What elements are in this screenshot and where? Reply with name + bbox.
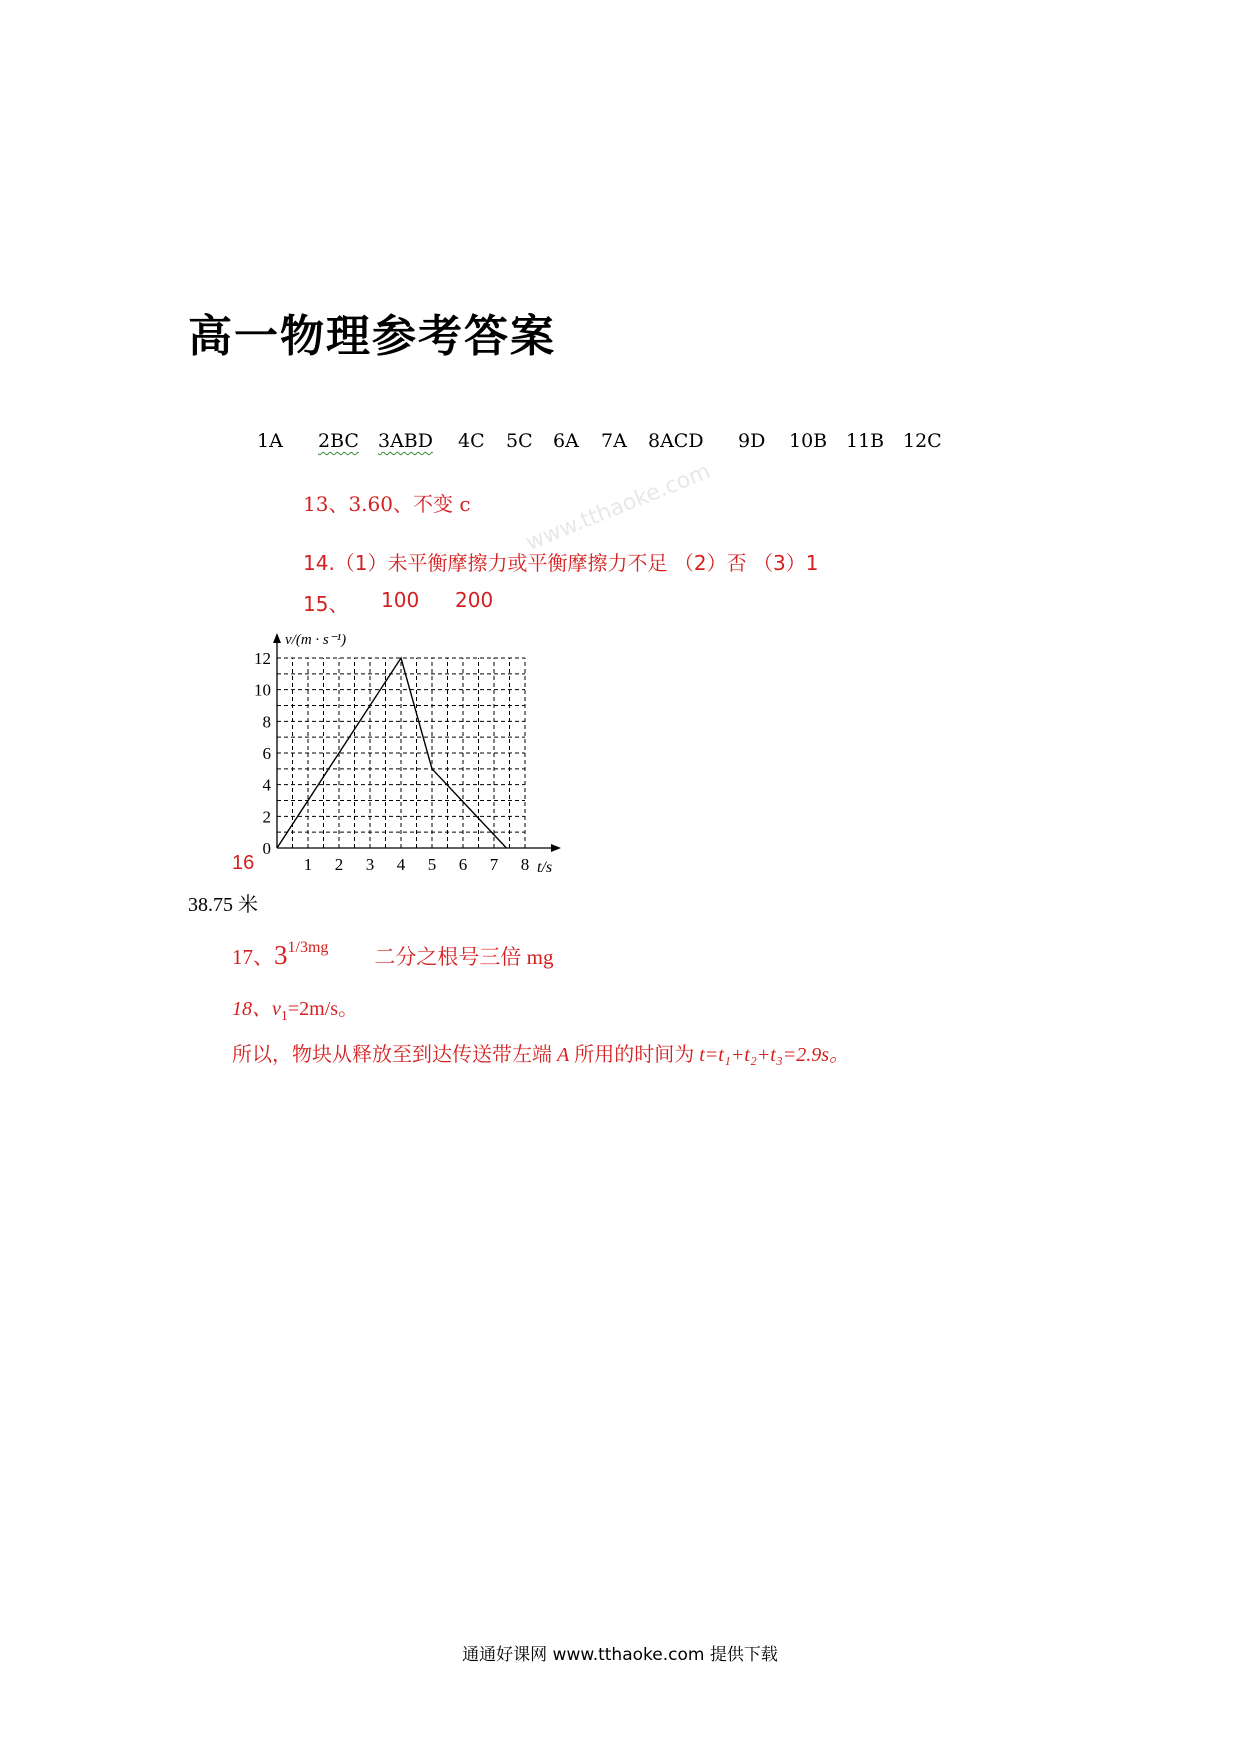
answer-16-label: 16 xyxy=(232,852,255,874)
y-tick-label: 8 xyxy=(262,712,271,732)
answer-13: 13、3.60、不变 c xyxy=(303,492,471,516)
answer-17-text: 二分之根号三倍 mg xyxy=(374,945,554,969)
answer-18-rest: =2m/s。 xyxy=(287,998,359,1020)
y-tick-label: 2 xyxy=(262,807,271,827)
answer-17-prefix: 17、 xyxy=(232,945,274,969)
choice-answer: 7A xyxy=(601,430,627,452)
x-tick-label: 5 xyxy=(427,855,437,874)
answer-18-final-mid: 所用的时间为 xyxy=(574,1044,695,1066)
answer-16: 38.75 米 xyxy=(188,894,258,916)
watermark: www.tthaoke.com xyxy=(522,459,715,556)
answer-18-var: v xyxy=(272,998,281,1020)
choice-answer: 11B xyxy=(846,430,885,452)
choice-answer: 1A xyxy=(257,430,283,452)
x-tick-label: 6 xyxy=(458,855,468,874)
x-tick-label: 1 xyxy=(303,855,313,874)
choice-answer: 6A xyxy=(553,430,579,452)
y-tick-label: 12 xyxy=(254,649,271,668)
choice-answer: 9D xyxy=(738,430,766,452)
answer-17-base: 3 xyxy=(274,940,288,970)
answer-15-label: 15、 xyxy=(303,592,349,616)
y-tick-label: 10 xyxy=(254,680,271,700)
answer-17 xyxy=(232,940,553,971)
chart-grid xyxy=(277,658,525,848)
page-title: 高一物理参考答案 xyxy=(188,311,556,362)
answer-14: 14.（1）未平衡摩擦力或平衡摩擦力不足 （2）否 （3）1 xyxy=(303,551,819,575)
x-axis-arrow xyxy=(551,844,561,852)
velocity-time-chart xyxy=(240,630,570,875)
choice-answers-row xyxy=(0,430,1240,460)
answer-18-final xyxy=(232,1038,849,1067)
choice-answer: 8ACD xyxy=(648,430,704,452)
chart-ylabel: v/(m · s⁻¹) xyxy=(285,632,347,648)
chart-ticks xyxy=(254,649,529,874)
x-tick-label: 8 xyxy=(520,855,530,874)
y-tick-label: 4 xyxy=(262,775,271,795)
x-tick-label: 4 xyxy=(396,855,406,874)
choice-answer: 3ABD xyxy=(378,430,434,452)
answer-17-sup: 1/3mg xyxy=(287,939,329,956)
x-tick-label: 2 xyxy=(334,855,344,874)
answer-18-final-formula: t=t₁+t₂+t₃=2.9s。 xyxy=(699,1044,850,1066)
choice-answer: 4C xyxy=(458,430,485,452)
y-axis-arrow xyxy=(273,633,281,643)
choice-answer: 5C xyxy=(506,430,533,452)
footer: 通通好课网 www.tthaoke.com 提供下载 xyxy=(462,1645,778,1665)
answer-15-value-2: 200 xyxy=(455,588,494,612)
answer-18-final-point: A xyxy=(557,1044,570,1066)
x-tick-label: 3 xyxy=(365,855,375,874)
answer-15 xyxy=(303,588,603,616)
x-tick-label: 7 xyxy=(489,855,499,874)
choice-answer: 12C xyxy=(903,430,942,452)
answer-18-prefix: 18、 xyxy=(232,998,272,1020)
choice-answer: 2BC xyxy=(318,430,359,452)
answer-18-sub: 1 xyxy=(280,1009,288,1024)
y-tick-label: 6 xyxy=(262,744,271,763)
answer-18 xyxy=(232,992,358,1025)
choice-answer: 10B xyxy=(789,430,828,452)
answer-18-final-text: 所以，物块从释放至到达传送带左端 xyxy=(232,1044,552,1066)
y-tick-label: 0 xyxy=(262,839,271,858)
chart-xlabel: t/s xyxy=(537,859,553,875)
answer-15-value-1: 100 xyxy=(381,588,420,612)
